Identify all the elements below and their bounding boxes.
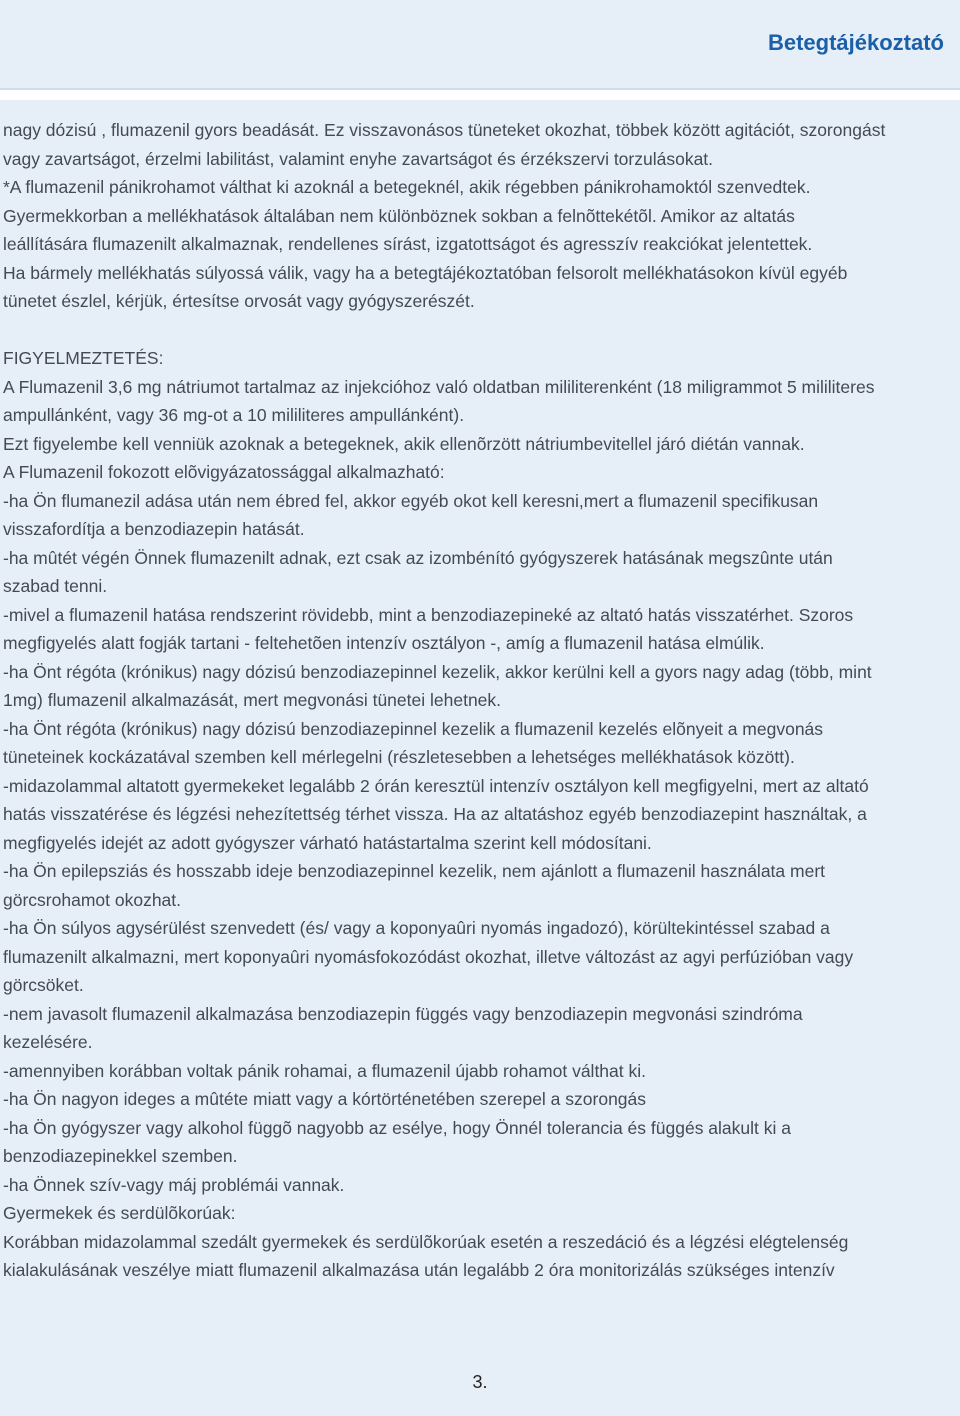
text-line: FIGYELMEZTETÉS: (3, 348, 164, 368)
text-line: görcsrohamot okozhat. (3, 889, 182, 910)
text-line: benzodiazepinekkel szemben. (3, 1146, 238, 1166)
text-line: -mivel a flumazenil hatása rendszerint rövidebb, mint a benzodiazepineké az altató hatás visszatérhet. Szoros (3, 604, 854, 625)
text-line: ampullánként, vagy 36 mg-ot a 10 mililiteres ampullánként). (3, 405, 465, 425)
page-number: 3. (472, 1372, 488, 1392)
text-line: -ha Önnek szív-vagy máj problémái vannak. (3, 1174, 345, 1195)
text-line: hatás visszatérése és légzési nehezítettség térhet vissza. Ha az altatáshoz egyéb benzodiazepint használtak, a (3, 804, 867, 824)
text-line: szabad tenni. (3, 576, 108, 596)
text-line: -ha Ön epilepsziás és hosszabb ideje benzodiazepinnel kezelik, nem ajánlott a flumazenil használata mert (3, 861, 826, 881)
text-line: megfigyelés idejét az adott gyógyszer várható hatástartalma szerint kell módosítani. (3, 832, 652, 853)
page-header (0, 0, 960, 90)
text-line: leállítására flumazenilt alkalmaznak, rendellenes sírást, izgatottságot és agresszív reakciókat jelentettek. (3, 234, 813, 254)
text-line: tüneteinek kockázatával szemben kell mérlegelni (részletesebben a lehetséges mellékhatások között). (3, 747, 795, 767)
text-line: Ezt figyelembe kell venniük azoknak a betegeknek, akik ellenõrzött nátriumbevitellel járó diétán vannak. (3, 433, 805, 454)
text-line: A Flumazenil fokozott elõvigyázatossággal alkalmazható: (3, 462, 445, 482)
page-footer (0, 1358, 960, 1416)
text-line: vagy zavartságot, érzelmi labilitást, valamint enyhe zavartságot és érzékszervi torzulásokat. (3, 148, 714, 169)
content-area (0, 100, 960, 1358)
text-line: -midazolammal altatott gyermekeket legalább 2 órán keresztül intenzív osztályon kell megfigyelni, mert az altató (3, 775, 869, 796)
text-line: -ha Ön gyógyszer vagy alkohol függõ nagyobb az esélye, hogy Önnél tolerancia és függés alakult ki a (3, 1117, 791, 1138)
text-line: Korábban midazolammal szedált gyermekek és serdülõkorúak esetén a reszedáció és a légzési elégtelenség (3, 1231, 849, 1252)
warnings-section (3, 344, 955, 1285)
text-line: A Flumazenil 3,6 mg nátriumot tartalmaz az injekcióhoz való oldatban mililiterenként (18 miligrammot 5 mililiteres (3, 376, 875, 397)
text-line: visszafordítja a benzodiazepin hatását. (3, 519, 305, 539)
text-line: tünetet észlel, kérjük, értesítse orvosát vagy gyógyszerészét. (3, 291, 475, 311)
text-line: -amennyiben korábban voltak pánik rohamai, a flumazenil újabb rohamot válthat ki. (3, 1060, 646, 1081)
text-line: flumazenilt alkalmazni, mert koponyaûri nyomásfokozódást okozhat, illetve változást az agyi perfúzióban vagy (3, 946, 854, 967)
text-line: 1mg) flumazenil alkalmazását, mert megvonási tünetei lehetnek. (3, 690, 502, 710)
text-line: görcsöket. (3, 975, 84, 995)
text-line: *A flumazenil pánikrohamot válthat ki azoknál a betegeknél, akik régebben pánikrohamoktól szenvedtek. (3, 177, 811, 197)
header-title: Betegtájékoztató (767, 30, 944, 55)
text-line: -ha Önt régóta (krónikus) nagy dózisú benzodiazepinnel kezelik, akkor kerülni kell a gyors nagy adag (több, mint (3, 661, 872, 682)
text-line: kezelésére. (3, 1032, 93, 1052)
text-line: nagy dózisú , flumazenil gyors beadását. Ez visszavonásos tüneteket okozhat, többek között agitációt, szorongást (3, 120, 886, 140)
side-effects-paragraph (3, 116, 955, 316)
text-line: -ha Önt régóta (krónikus) nagy dózisú benzodiazepinnel kezelik a flumazenil kezelés elõnyeit a megvonás (3, 718, 824, 739)
text-line: -ha Ön nagyon ideges a mûtéte miatt vagy a kórtörténetében szerepel a szorongás (3, 1089, 647, 1109)
text-line: Gyermekkorban a mellékhatások általában nem különböznek sokban a felnõttekétõl. Amikor az altatás (3, 205, 795, 226)
text-line: -ha mûtét végén Önnek flumazenilt adnak, ezt csak az izombénító gyógyszerek hatásának megszûnte után (3, 547, 833, 568)
text-line: kialakulásának veszélye miatt flumazenil alkalmazása után legalább 2 óra monitorizálás szükséges intenzív (3, 1260, 835, 1280)
text-line: -ha Ön flumanezil adása után nem ébred fel, akkor egyéb okot kell keresni,mert a flumazenil specifikusan (3, 490, 819, 511)
text-line: -ha Ön súlyos agysérülést szenvedett (és/ vagy a koponyaûri nyomás ingadozó), körültekintéssel szabad a (3, 918, 830, 938)
text-line: Ha bármely mellékhatás súlyossá válik, vagy ha a betegtájékoztatóban felsorolt mellékhatásokon kívül egyéb (3, 262, 848, 283)
text-line: megfigyelés alatt fogják tartani - feltehetõen intenzív osztályon -, amíg a flumazenil hatása elmúlik. (3, 633, 765, 653)
text-line: Gyermekek és serdülõkorúak: (3, 1203, 236, 1223)
text-line: -nem javasolt flumazenil alkalmazása benzodiazepin függés vagy benzodiazepin megvonási szindróma (3, 1003, 803, 1024)
